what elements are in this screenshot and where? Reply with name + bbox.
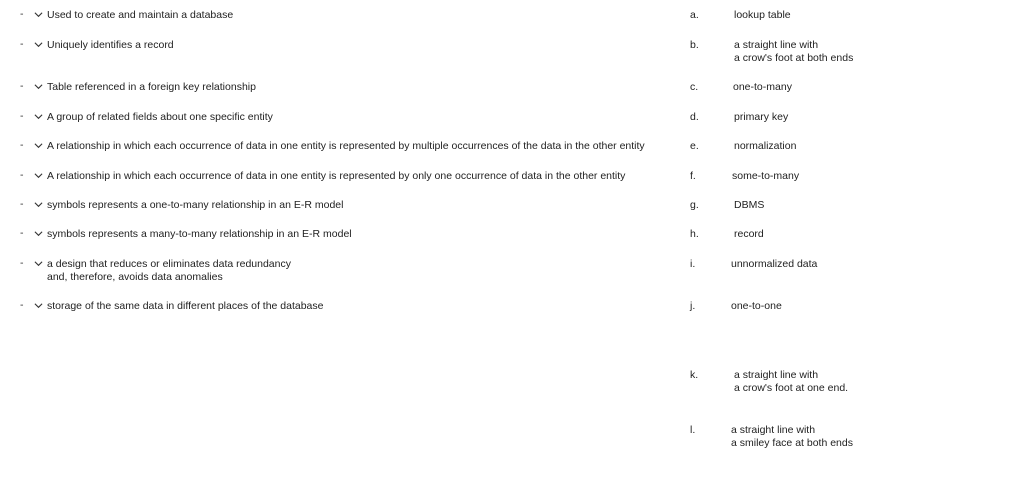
selected-value: - bbox=[20, 227, 24, 239]
answer-dropdown[interactable] bbox=[14, 139, 44, 153]
question-text: symbols represents a many-to-many relationship in an E-R model bbox=[47, 228, 352, 240]
answer-dropdown[interactable] bbox=[14, 110, 44, 124]
selected-value: - bbox=[20, 139, 24, 151]
answer-dropdown[interactable] bbox=[14, 198, 44, 212]
answer-text: DBMS bbox=[734, 199, 765, 211]
answer-text: one-to-many bbox=[733, 81, 792, 93]
answer-letter: j. bbox=[690, 300, 696, 312]
question-text: a design that reduces or eliminates data redundancy and, therefore, avoids data anomalies bbox=[47, 258, 291, 283]
answer-text: lookup table bbox=[734, 9, 791, 21]
selected-value: - bbox=[20, 110, 24, 122]
chevron-down-icon bbox=[34, 82, 43, 91]
answer-text: one-to-one bbox=[731, 300, 782, 312]
chevron-down-icon bbox=[34, 301, 43, 310]
question-text: storage of the same data in different places of the database bbox=[47, 300, 324, 312]
answer-letter: c. bbox=[690, 81, 699, 93]
answer-letter: h. bbox=[690, 228, 699, 240]
answer-text: record bbox=[734, 228, 764, 240]
selected-value: - bbox=[20, 8, 24, 20]
answer-letter: k. bbox=[690, 369, 699, 381]
question-text: A relationship in which each occurrence of data in one entity is represented by multiple occurrences of the data in the other entity bbox=[47, 140, 645, 152]
answer-letter: g. bbox=[690, 199, 699, 211]
answer-letter: d. bbox=[690, 111, 699, 123]
answer-dropdown[interactable] bbox=[14, 227, 44, 241]
question-text: Used to create and maintain a database bbox=[47, 9, 234, 21]
selected-value: - bbox=[20, 169, 24, 181]
answer-letter: i. bbox=[690, 258, 696, 270]
answer-letter: a. bbox=[690, 9, 699, 21]
answer-dropdown[interactable] bbox=[14, 38, 44, 52]
chevron-down-icon bbox=[34, 229, 43, 238]
question-text: Table referenced in a foreign key relationship bbox=[47, 81, 256, 93]
selected-value: - bbox=[20, 257, 24, 269]
answer-dropdown[interactable] bbox=[14, 299, 44, 313]
selected-value: - bbox=[20, 299, 24, 311]
answer-dropdown[interactable] bbox=[14, 169, 44, 183]
chevron-down-icon bbox=[34, 40, 43, 49]
chevron-down-icon bbox=[34, 259, 43, 268]
answer-text: a straight line with a crow's foot at both ends bbox=[734, 39, 854, 64]
question-text: symbols represents a one-to-many relationship in an E-R model bbox=[47, 199, 344, 211]
chevron-down-icon bbox=[34, 112, 43, 121]
chevron-down-icon bbox=[34, 141, 43, 150]
question-text: A group of related fields about one specific entity bbox=[47, 111, 273, 123]
chevron-down-icon bbox=[34, 200, 43, 209]
answer-text: a straight line with a crow's foot at one end. bbox=[734, 369, 849, 394]
selected-value: - bbox=[20, 80, 24, 92]
answer-dropdown[interactable] bbox=[14, 80, 44, 94]
answer-letter: l. bbox=[690, 424, 696, 436]
answer-text: primary key bbox=[734, 111, 789, 123]
answer-text: some-to-many bbox=[732, 170, 800, 182]
answer-letter: b. bbox=[690, 39, 699, 51]
answer-text: unnormalized data bbox=[731, 258, 818, 270]
question-text: A relationship in which each occurrence of data in one entity is represented by only one occurrence of data in the other entity bbox=[47, 170, 626, 182]
answer-letter: e. bbox=[690, 140, 699, 152]
question-text: Uniquely identifies a record bbox=[47, 39, 174, 51]
selected-value: - bbox=[20, 38, 24, 50]
chevron-down-icon bbox=[34, 171, 43, 180]
answer-dropdown[interactable] bbox=[14, 8, 44, 22]
answer-letter: f. bbox=[690, 170, 696, 182]
answer-text: a straight line with a smiley face at both ends bbox=[731, 424, 853, 449]
selected-value: - bbox=[20, 198, 24, 210]
chevron-down-icon bbox=[34, 10, 43, 19]
answer-text: normalization bbox=[734, 140, 797, 152]
answer-dropdown[interactable] bbox=[14, 257, 44, 271]
